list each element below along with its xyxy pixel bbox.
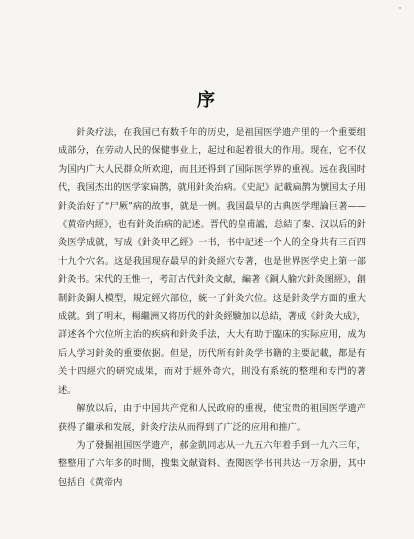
paragraph-2: 解放以后，由于中国共产党和人民政府的重视，使宝贵的祖国医学遗产获得了繼承和发展，針灸疗法从而得到了广泛的应用和推广。	[58, 403, 366, 433]
paragraph-3: 为了發掘祖国医学遗产，郝金凱同志从一九五六年着手到一九六三年，整整用了六年多的时間，搜集文献資料、查閱医学书刊共达一万余册，其中包括自《黄帝内	[58, 439, 366, 488]
paragraph-1: 針灸疗法，在我国已有数千年的历史，是祖国医学遗产里的一个重要组成部分，在劳动人民的保健事业上，起过和起着很大的作用。现在，它不仅为国内广大人民群众所欢迎，而且还得到了国际医学界的重视。远在我国时代，我国杰出的医学家扁鹊，就用針灸治病。《史記》記載扁鹊为號国太子用針灸治好了“尸厥”病的故事，就是一例。我国最早的古典医学理論巨著——《黄帝内經》，也有針灸治病的記述。晋代的皇甫謐，总結了秦、汉以后的針灸医学成就，写成《針灸甲乙經》一书，书中記述一个人的全身共有三百四十九个穴名。这是我国现存最早的針灸經穴专著，也是世界医学史上第一部針灸书。宋代的王惟一，考訂古代針灸文献，編著《銅人腧穴針灸图經》，創制針灸銅人模型，規定經穴部位，統一了針灸穴位。这是針灸学方面的重大成就。到了明末，楊繼洲又将历代的針灸經驗加以总結，著成《針灸大成》，詳述各个穴位所主治的疾病和針灸手法，大大有助于臨床的实际应用，成为后人学习針灸的重要依据。但是，历代所有針灸学书籍的主要記載，都是有关十四經穴的研究成果，而对于經外奇穴，則没有系统的整理和专門的著述。	[58, 127, 366, 396]
page-title: 序	[197, 90, 217, 111]
body-text	[58, 124, 366, 492]
corner-mark: "	[397, 6, 402, 14]
